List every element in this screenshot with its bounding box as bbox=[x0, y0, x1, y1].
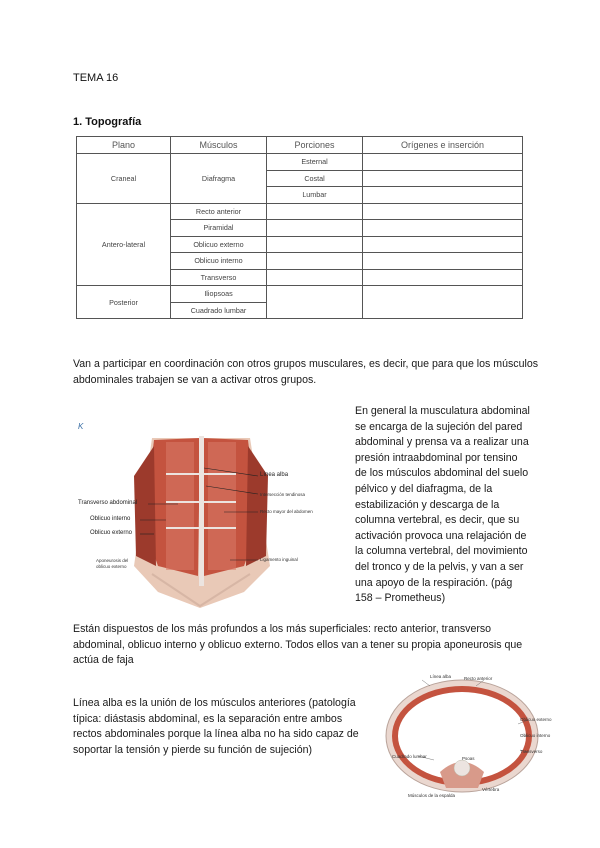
table-row bbox=[77, 286, 523, 303]
label-cs-linea-alba: Línea alba bbox=[430, 674, 452, 679]
section-heading: 1. Topografía bbox=[73, 116, 142, 128]
portion-esternal: Esternal bbox=[267, 154, 363, 171]
table-row bbox=[77, 154, 523, 171]
label-linea-alba: Línea alba bbox=[260, 472, 289, 478]
document-title: TEMA 16 bbox=[73, 72, 119, 84]
label-cs-transverso: Transverso bbox=[520, 749, 543, 754]
table-cell bbox=[363, 154, 523, 171]
table-cell bbox=[267, 236, 363, 253]
table-cell bbox=[363, 203, 523, 220]
muscle-iliopsoas: Iliopsoas bbox=[171, 286, 267, 303]
portion-lumbar: Lumbar bbox=[267, 187, 363, 204]
table-cell bbox=[363, 187, 523, 204]
muscle-diafragma: Diafragma bbox=[171, 154, 267, 204]
table-cell bbox=[267, 203, 363, 220]
table-row bbox=[77, 203, 523, 220]
abdominal-muscles-figure bbox=[74, 416, 344, 612]
table-cell bbox=[267, 269, 363, 286]
label-aponeurosis: Aponeurosis del oblicuo externo bbox=[96, 558, 129, 569]
label-cs-cuadrado-lumbar: Cuadrado lumbar bbox=[392, 754, 427, 759]
label-interseccion-tendinosa: Intersección tendinosa bbox=[260, 492, 306, 497]
label-transverso-abdominal: Transverso abdominal bbox=[78, 500, 138, 506]
paragraph-coordination: Van a participar en coordinación con otros grupos musculares, es decir, que para que los músculos abdominales trabajen se van a activar otros grupos. bbox=[73, 358, 539, 386]
table-cell bbox=[363, 269, 523, 286]
label-cs-vertebra: Vértebra bbox=[482, 787, 500, 792]
abdominal-muscles-illustration bbox=[74, 416, 344, 612]
muscle-cuadrado-lumbar: Cuadrado lumbar bbox=[171, 302, 267, 319]
label-recto-mayor: Recto mayor del abdomen bbox=[260, 509, 313, 514]
cross-section-figure bbox=[378, 672, 556, 802]
header-porciones: Porciones bbox=[267, 137, 363, 154]
muscle-transverso: Transverso bbox=[171, 269, 267, 286]
muscle-oblicuo-interno: Oblicuo interno bbox=[171, 253, 267, 270]
label-cs-oblicuo-externo: Oblicuo externo bbox=[520, 717, 552, 722]
paragraph-function: En general la musculatura abdominal se encarga de la sujeción del pared abdominal y prensa va a realizar una presión intraabdominal por tensino de los músculos abdominal del suelo pélvico y del diafragma, de la estabilización y descarga de la columna vertebral, es decir, que su activación provoca una relajación de la columna vertebral, del movimiento del tronco y de la pelvis, y van a ser una apoyo de la respiración. (pág 158 – Prometheus) bbox=[355, 405, 530, 605]
label-cs-musculos-espalda: Músculos de la espalda bbox=[408, 793, 456, 798]
label-cs-psoas: Psoas bbox=[462, 756, 475, 761]
table-cell bbox=[267, 253, 363, 270]
table-cell bbox=[267, 220, 363, 237]
table-cell bbox=[363, 286, 523, 319]
label-oblicuo-interno: Oblicuo interno bbox=[90, 516, 131, 522]
table-cell bbox=[363, 220, 523, 237]
label-cs-oblicuo-interno: Oblicuo interno bbox=[520, 733, 551, 738]
plano-craneal: Craneal bbox=[77, 154, 171, 204]
paragraph-layers: Están dispuestos de los más profundos a los más superficiales: recto anterior, transverso abdominal, oblicuo interno y oblicuo externo. Todos ellos van a tener su propia aponeurosis que actúa de faja bbox=[73, 623, 523, 667]
muscle-oblicuo-externo: Oblicuo externo bbox=[171, 236, 267, 253]
header-plano: Plano bbox=[77, 137, 171, 154]
table-cell bbox=[363, 170, 523, 187]
table-cell bbox=[363, 236, 523, 253]
label-cs-recto-anterior: Recto anterior bbox=[464, 676, 493, 681]
label-oblicuo-externo: Oblicuo externo bbox=[90, 530, 133, 536]
header-musculos: Músculos bbox=[171, 137, 267, 154]
portion-costal: Costal bbox=[267, 170, 363, 187]
plano-antero-lateral: Antero-lateral bbox=[77, 203, 171, 286]
topography-table bbox=[76, 136, 523, 319]
label-ligamento-inguinal: Ligamento inguinal bbox=[260, 557, 298, 562]
table-cell bbox=[363, 253, 523, 270]
muscle-recto-anterior: Recto anterior bbox=[171, 203, 267, 220]
plano-posterior: Posterior bbox=[77, 286, 171, 319]
figure-corner-label: K bbox=[78, 422, 84, 431]
header-origenes: Orígenes e inserción bbox=[363, 137, 523, 154]
table-header-row bbox=[77, 137, 523, 154]
table-cell bbox=[267, 286, 363, 319]
paragraph-linea-alba: Línea alba es la unión de los músculos anteriores (patología típica: diástasis abdominal, es la separación entre ambos rectos abdominales porque la línea alba no ha sido capaz de soportar la tensión y pierde su función de sujeción) bbox=[73, 697, 359, 756]
muscle-piramidal: Piramidal bbox=[171, 220, 267, 237]
